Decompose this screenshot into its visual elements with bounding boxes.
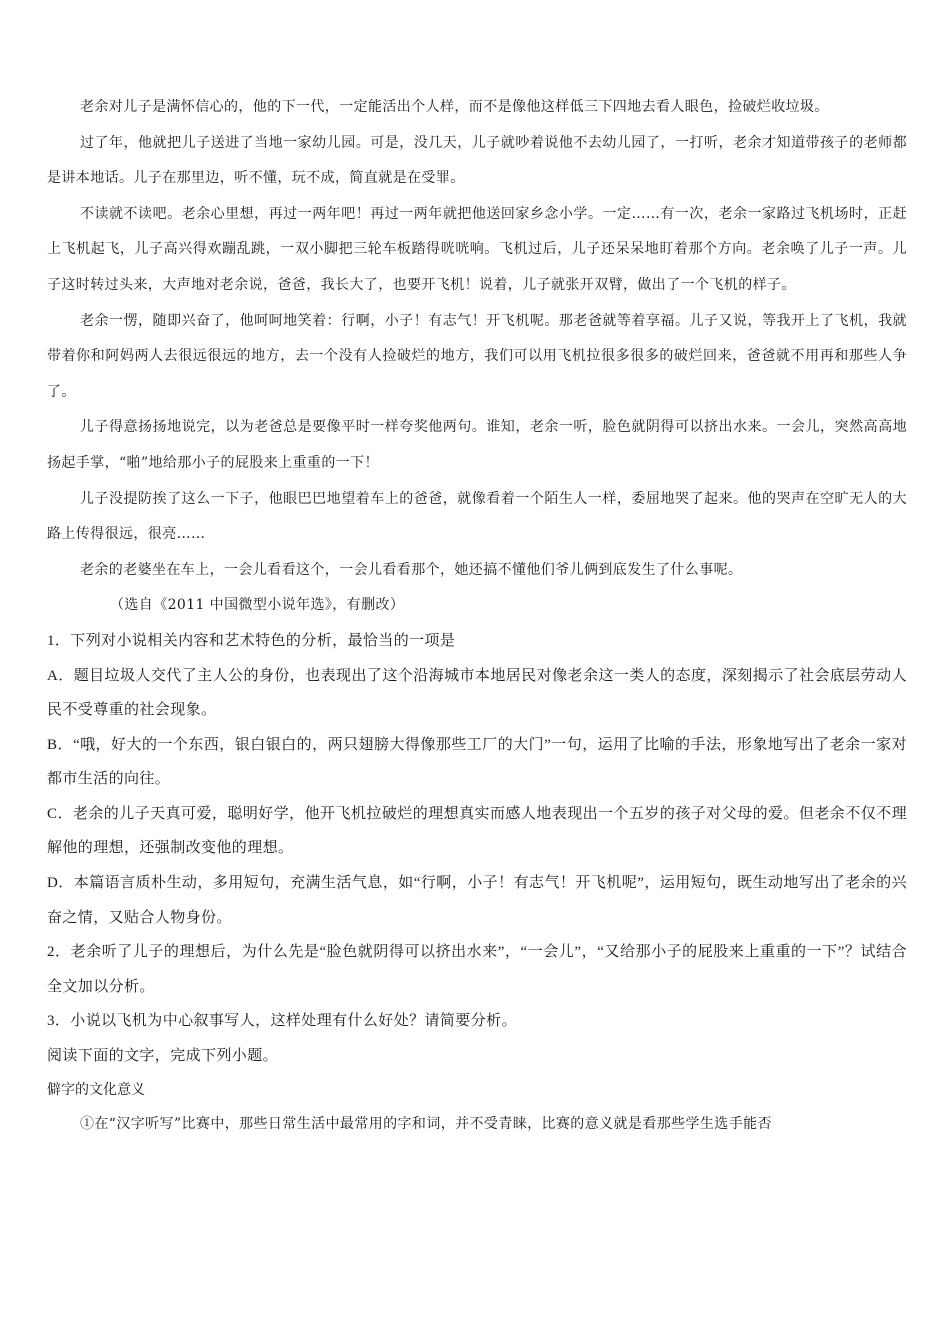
question-1-option-d: D．本篇语言质朴生动，多用短句，充满生活气息，如“行啊，小子！有志气！开飞机呢”，运用短句，既生动地写出了老余的兴奋之情，又贴合人物身份。	[47, 875, 907, 926]
story-paragraph-1: 老余对儿子是满怀信心的，他的下一代，一定能活出个人样，而不是像他这样低三下四地去看人眼色，捡破烂收垃圾。	[80, 99, 829, 115]
essay-paragraph-1: ①在“汉字听写”比赛中，那些日常生活中最常用的字和词，并不受青睐，比赛的意义就是看那些学生选手能否	[80, 1115, 772, 1132]
story-paragraph-7: 老余的老婆坐在车上，一会儿看看这个，一会儿看看那个，她还搞不懂他们爷儿俩到底发生了什么事呢。	[80, 561, 743, 578]
question-1-option-a: A．题目垃圾人交代了主人公的身份，也表现出了这个沿海城市本地居民对像老余这一类人的态度，深刻揭示了社会底层劳动人民不受尊重的社会现象。	[47, 667, 907, 719]
story-section	[47, 90, 907, 624]
story-paragraph-4: 老余一愣，随即兴奋了，他呵呵地笑着：行啊，小子！有志气！开飞机呢。那老爸就等着享福。儿子又说，等我开上了飞机，我就带着你和阿妈两人去很远很远的地方，去一个没有人捡破烂的地方，我们可以用飞机拉很多很多的破烂回来，爸爸就不用再和那些人争了。	[47, 312, 907, 400]
story-source: （选自《2011 中国微型小说年选》，有删改）	[110, 597, 405, 614]
document-page	[47, 90, 907, 1142]
questions-section	[47, 624, 907, 1074]
story-paragraph-3: 不读就不读吧。老余心里想，再过一两年吧！再过一两年就把他送回家乡念小学。一定……有一次，老余一家路过飞机场时，正赶上飞机起飞，儿子高兴得欢蹦乱跳，一双小脚把三轮车板踏得咣咣响。飞机过后，儿子还呆呆地盯着那个方向。老余唤了儿子一声。儿子这时转过头来，大声地对老余说，爸爸，我长大了，也要开飞机！说着，儿子就张开双臂，做出了一个飞机的样子。	[47, 205, 907, 293]
question-1-option-b: B．“哦，好大的一个东西，银白银白的，两只翅膀大得像那些工厂的大门”一句，运用了比喻的手法，形象地写出了老余一家对都市生活的向往。	[47, 736, 907, 788]
question-3: 3．小说以飞机为中心叙事写人，这样处理有什么好处？请简要分析。	[47, 1013, 517, 1030]
story-paragraph-2: 过了年，他就把儿子送进了当地一家幼儿园。可是，没几天，儿子就吵着说他不去幼儿园了，一打听，老余才知道带孩子的老师都是讲本地话。儿子在那里边，听不懂，玩不成，简直就是在受罪。	[47, 134, 907, 187]
question-1-option-c: C．老余的儿子天真可爱，聪明好学，他开飞机拉破烂的理想真实而感人地表现出一个五岁的孩子对父母的爱。但老余不仅不理解他的理想，还强制改变他的理想。	[47, 805, 907, 857]
reading-instruction: 阅读下面的文字，完成下列小题。	[47, 1048, 279, 1065]
question-2: 2．老余听了儿子的理想后，为什么先是“脸色就阴得可以挤出水来”，“一会儿”，“又给那小子的屁股来上重重的一下”？试结合全文加以分析。	[47, 944, 907, 995]
essay-section	[47, 1074, 907, 1142]
story-paragraph-6: 儿子没提防挨了这么一下子，他眼巴巴地望着车上的爸爸，就像看着一个陌生人一样，委屈地哭了起来。他的哭声在空旷无人的大路上传得很远，很亮……	[47, 490, 907, 543]
story-paragraph-5: 儿子得意扬扬地说完，以为老爸总是要像平时一样夸奖他两句。谁知，老余一听，脸色就阴得可以挤出水来。一会儿，突然高高地扬起手掌，“啪”地给那小子的屁股来上重重的一下！	[47, 419, 907, 471]
essay-title: 僻字的文化意义	[47, 1081, 145, 1098]
question-1-stem: 1．下列对小说相关内容和艺术特色的分析，最恰当的一项是	[47, 632, 456, 649]
